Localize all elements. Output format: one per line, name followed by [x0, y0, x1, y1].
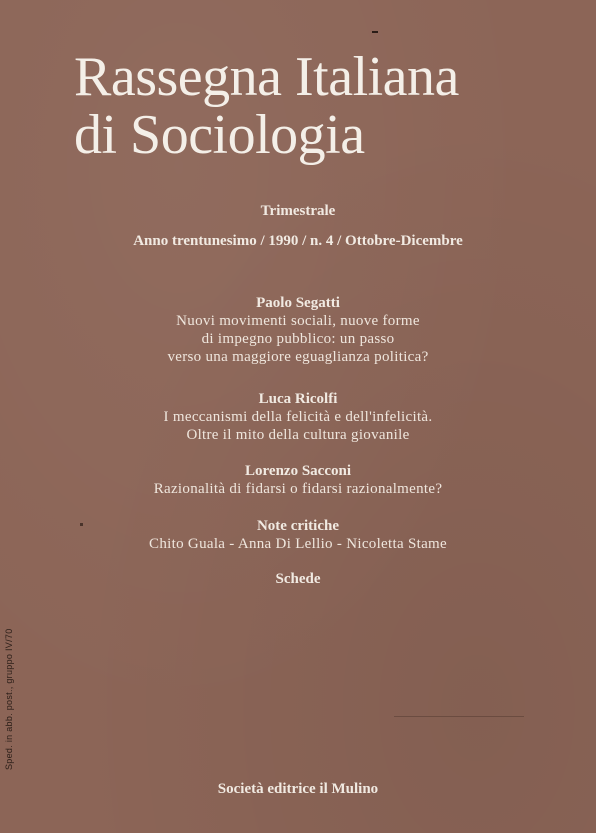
- entry-title-line: verso una maggiore eguaglianza politica?: [167, 349, 429, 365]
- scan-margin: [596, 0, 600, 839]
- entry-title-line: I meccanismi della felicità e dell'infelicità.: [163, 409, 433, 425]
- ink-speck: [80, 523, 83, 526]
- postal-note: Sped. in abb. post., gruppo IV/70: [4, 628, 14, 770]
- publisher-name: Società editrice il Mulino: [217, 781, 379, 797]
- ink-speck: [372, 31, 378, 33]
- entry-author: Paolo Segatti: [256, 295, 340, 311]
- entry-title-line: Oltre il mito della cultura giovanile: [186, 427, 410, 443]
- journal-title-line-1: Rassegna Italiana: [74, 46, 459, 108]
- contents-entry: [0, 390, 596, 444]
- entry-author: Note critiche: [256, 518, 340, 534]
- contents-entry: [0, 517, 596, 553]
- cover-crease: [394, 716, 524, 717]
- entry-title-line: Razionalità di fidarsi o fidarsi razionalmente?: [153, 481, 443, 497]
- frequency-label: Trimestrale: [260, 203, 336, 219]
- entry-title-line: di impegno pubblico: un passo: [201, 331, 395, 347]
- contents-entry: [0, 294, 596, 366]
- issue-info: Anno trentunesimo / 1990 / n. 4 / Ottobre-Dicembre: [133, 233, 463, 249]
- journal-title-line-2: di Sociologia: [74, 104, 365, 166]
- contents-entry: [0, 570, 596, 588]
- entry-author: Schede: [275, 571, 321, 587]
- contents-entry: [0, 462, 596, 498]
- journal-title: [74, 48, 574, 164]
- entry-title-line: Nuovi movimenti sociali, nuove forme: [176, 313, 420, 329]
- entry-author: Luca Ricolfi: [258, 391, 338, 407]
- entry-title-line: Chito Guala - Anna Di Lellio - Nicoletta Stame: [149, 536, 447, 552]
- entry-author: Lorenzo Sacconi: [245, 463, 351, 479]
